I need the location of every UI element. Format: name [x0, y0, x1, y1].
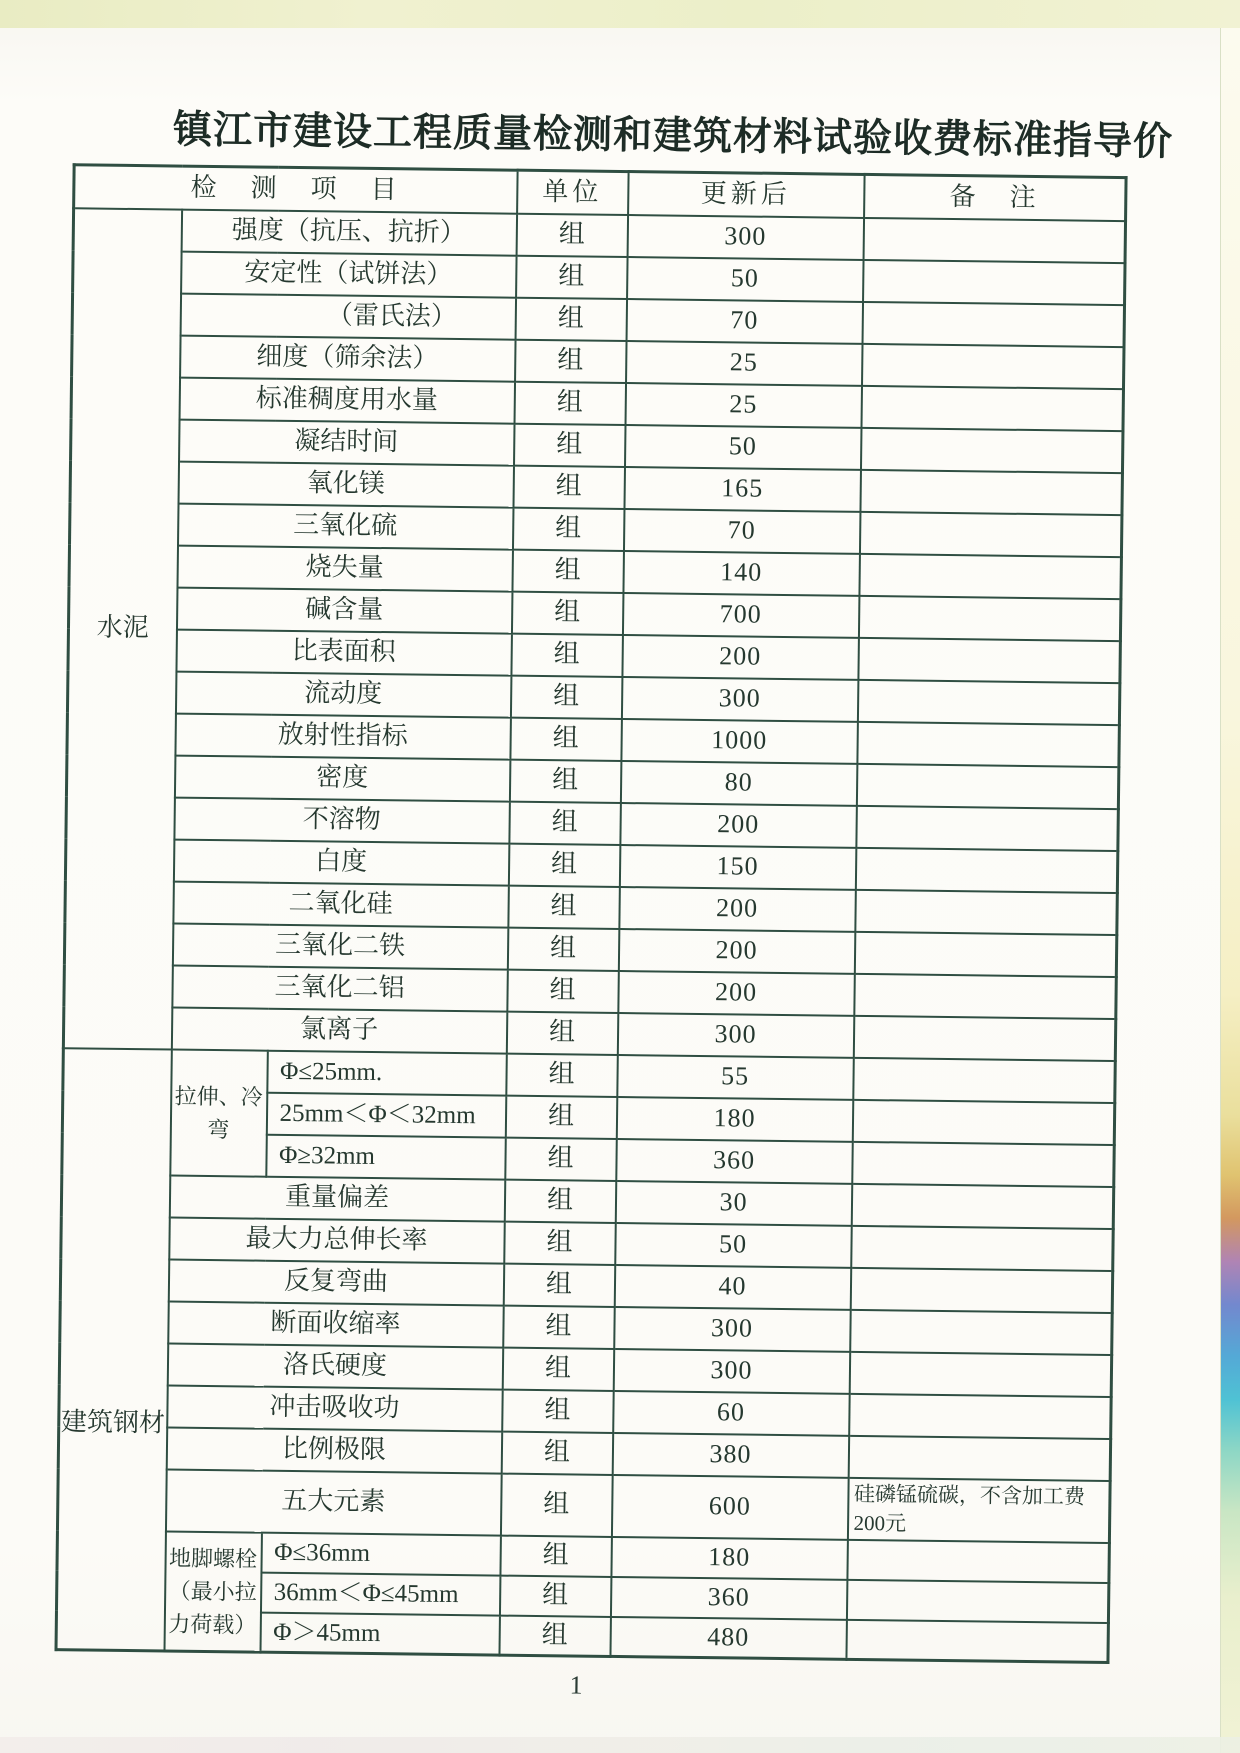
price-cell: 300	[621, 677, 857, 722]
spec-cell: 36mm＜Φ≤45mm	[260, 1572, 500, 1615]
item-cell: 碱含量	[176, 587, 512, 633]
subcategory-cell: 拉伸、冷弯	[170, 1049, 268, 1176]
remark-cell	[854, 973, 1116, 1018]
header-cell-remark: 备 注	[864, 174, 1127, 220]
subcategory-cell: 地脚螺栓（最小拉力荷载）	[164, 1531, 261, 1652]
unit-cell: 组	[510, 675, 622, 718]
spec-cell: Φ≤25mm.	[267, 1050, 507, 1095]
remark-cell	[853, 1015, 1115, 1060]
price-cell: 70	[626, 299, 862, 344]
unit-cell: 组	[507, 927, 619, 970]
price-cell: 25	[625, 383, 861, 428]
remark-cell	[849, 1351, 1111, 1396]
category-cell	[63, 208, 181, 1049]
spec-cell: 25mm＜Φ＜32mm	[266, 1092, 506, 1137]
price-cell: 25	[626, 341, 862, 386]
price-cell: 40	[614, 1264, 850, 1309]
remark-cell	[860, 469, 1122, 514]
price-cell: 200	[618, 970, 854, 1015]
unit-cell: 组	[507, 969, 619, 1012]
price-cell: 200	[620, 802, 856, 847]
item-cell: 细度（筛余法）	[180, 335, 516, 381]
remark-cell	[853, 1057, 1115, 1102]
remark-cell	[861, 427, 1123, 472]
item-cell: 白度	[173, 839, 509, 885]
unit-cell: 组	[514, 423, 626, 466]
category-label: 建筑钢材	[60, 1407, 166, 1438]
page-number: 1	[569, 1670, 583, 1700]
remark-cell	[852, 1099, 1114, 1144]
item-cell: 反复弯曲	[168, 1259, 504, 1305]
fee-table	[54, 163, 1127, 1664]
page-title: 镇江市建设工程质量检测和建筑材料试验收费标准指导价	[172, 108, 1174, 164]
item-cell: 安定性（试饼法）	[181, 251, 517, 297]
remark-cell	[856, 805, 1118, 850]
price-cell: 200	[619, 886, 855, 931]
price-cell: 300	[627, 215, 863, 260]
remark-cell	[857, 721, 1119, 766]
unit-cell: 组	[499, 1575, 610, 1616]
unit-cell: 组	[509, 759, 621, 802]
item-cell: 三氧化二铝	[172, 965, 508, 1011]
price-cell: 360	[616, 1138, 852, 1183]
unit-cell: 组	[505, 1137, 617, 1180]
unit-cell: 组	[511, 591, 623, 634]
unit-cell: 组	[504, 1179, 616, 1222]
price-cell: 360	[610, 1576, 846, 1619]
remark-cell	[858, 637, 1120, 682]
item-cell: 洛氏硬度	[167, 1343, 503, 1389]
remark-cell	[863, 259, 1125, 304]
item-cell: 冲击吸收功	[167, 1385, 503, 1431]
remark-cell	[859, 511, 1121, 556]
remark-cell	[851, 1183, 1113, 1228]
price-cell: 380	[612, 1432, 848, 1477]
unit-cell: 组	[508, 843, 620, 886]
remark-cell	[849, 1393, 1111, 1438]
remark-cell	[856, 763, 1118, 808]
unit-cell: 组	[509, 801, 621, 844]
unit-cell: 组	[508, 885, 620, 928]
remark-cell	[862, 343, 1124, 388]
price-cell: 200	[618, 928, 854, 973]
unit-cell: 组	[506, 1053, 618, 1096]
price-cell: 60	[613, 1390, 849, 1435]
item-cell: 三氧化硫	[178, 503, 514, 549]
item-cell: 重量偏差	[169, 1175, 505, 1221]
price-cell: 50	[615, 1222, 851, 1267]
header-cell-updated: 更新后	[628, 172, 865, 218]
category-label: 水泥	[96, 612, 149, 643]
remark-cell: 硅磷锰硫碳，不含加工费 200元	[847, 1477, 1110, 1542]
item-cell: 放射性指标	[175, 713, 511, 759]
price-cell: 150	[619, 844, 855, 889]
unit-cell: 组	[516, 255, 628, 298]
remark-cell	[861, 385, 1123, 430]
unit-cell: 组	[505, 1095, 617, 1138]
spec-cell: Φ＞45mm	[260, 1612, 500, 1655]
remark-cell	[862, 301, 1124, 346]
item-cell: （雷氏法）	[180, 293, 516, 339]
spec-cell: Φ≤36mm	[261, 1532, 501, 1575]
item-cell: 凝结时间	[179, 419, 515, 465]
unit-cell: 组	[500, 1473, 612, 1536]
item-cell: 氯离子	[171, 1007, 507, 1053]
price-cell: 300	[614, 1306, 850, 1351]
remark-cell	[855, 847, 1117, 892]
unit-cell: 组	[506, 1011, 618, 1054]
item-cell: 强度（抗压、抗折）	[181, 209, 517, 255]
unit-cell: 组	[502, 1347, 614, 1390]
price-cell: 180	[611, 1536, 847, 1579]
item-cell: 流动度	[175, 671, 511, 717]
unit-cell: 组	[501, 1431, 613, 1474]
price-cell: 55	[617, 1054, 853, 1099]
unit-cell: 组	[503, 1305, 615, 1348]
item-cell: 五大元素	[165, 1469, 501, 1535]
spec-cell: Φ≥32mm	[266, 1134, 506, 1179]
unit-cell: 组	[512, 549, 624, 592]
unit-cell: 组	[515, 339, 627, 382]
unit-cell: 组	[499, 1615, 610, 1656]
item-cell: 二氧化硅	[173, 881, 509, 927]
remark-cell	[847, 1539, 1109, 1582]
item-cell: 三氧化二铁	[172, 923, 508, 969]
item-cell: 断面收缩率	[168, 1301, 504, 1347]
remark-cell	[852, 1141, 1114, 1186]
price-cell: 300	[617, 1012, 853, 1057]
unit-cell: 组	[500, 1535, 611, 1576]
unit-cell: 组	[513, 465, 625, 508]
price-cell: 300	[613, 1348, 849, 1393]
item-cell: 不溶物	[174, 797, 510, 843]
item-cell: 比例极限	[166, 1427, 502, 1473]
header-cell-unit: 单位	[517, 170, 629, 214]
price-cell: 140	[623, 551, 859, 596]
item-cell: 密度	[174, 755, 510, 801]
price-cell: 165	[624, 467, 860, 512]
unit-cell: 组	[503, 1263, 615, 1306]
category-cell	[56, 1048, 171, 1651]
remark-cell	[848, 1435, 1110, 1480]
price-cell: 200	[622, 635, 858, 680]
unit-cell: 组	[516, 213, 628, 256]
unit-cell: 组	[511, 633, 623, 676]
remark-cell	[851, 1225, 1113, 1270]
price-cell: 600	[611, 1474, 848, 1539]
remark-cell	[859, 553, 1121, 598]
remark-cell	[858, 595, 1120, 640]
price-cell: 50	[625, 425, 861, 470]
fee-table-body	[56, 208, 1126, 1663]
remark-cell	[850, 1267, 1112, 1312]
price-cell: 70	[624, 509, 860, 554]
remark-cell	[850, 1309, 1112, 1354]
unit-cell: 组	[514, 381, 626, 424]
item-cell: 比表面积	[176, 629, 512, 675]
price-cell: 50	[627, 257, 863, 302]
item-cell: 最大力总伸长率	[169, 1217, 505, 1263]
price-cell: 30	[615, 1180, 851, 1225]
unit-cell: 组	[504, 1221, 616, 1264]
header-cell-items: 检 测 项 目	[74, 165, 518, 213]
unit-cell: 组	[510, 717, 622, 760]
unit-cell: 组	[515, 297, 627, 340]
price-cell: 180	[616, 1096, 852, 1141]
item-cell: 烧失量	[177, 545, 513, 591]
remark-cell	[846, 1579, 1108, 1622]
unit-cell: 组	[513, 507, 625, 550]
item-cell: 氧化镁	[178, 461, 514, 507]
remark-cell	[863, 217, 1125, 262]
price-cell: 480	[610, 1616, 846, 1659]
remark-cell	[857, 679, 1119, 724]
remark-cell	[854, 931, 1116, 976]
price-cell: 80	[620, 761, 856, 806]
remark-cell	[855, 889, 1117, 934]
remark-cell	[846, 1619, 1108, 1662]
unit-cell: 组	[502, 1389, 614, 1432]
item-cell: 标准稠度用水量	[179, 377, 515, 423]
price-cell: 1000	[621, 719, 857, 764]
price-cell: 700	[622, 593, 858, 638]
